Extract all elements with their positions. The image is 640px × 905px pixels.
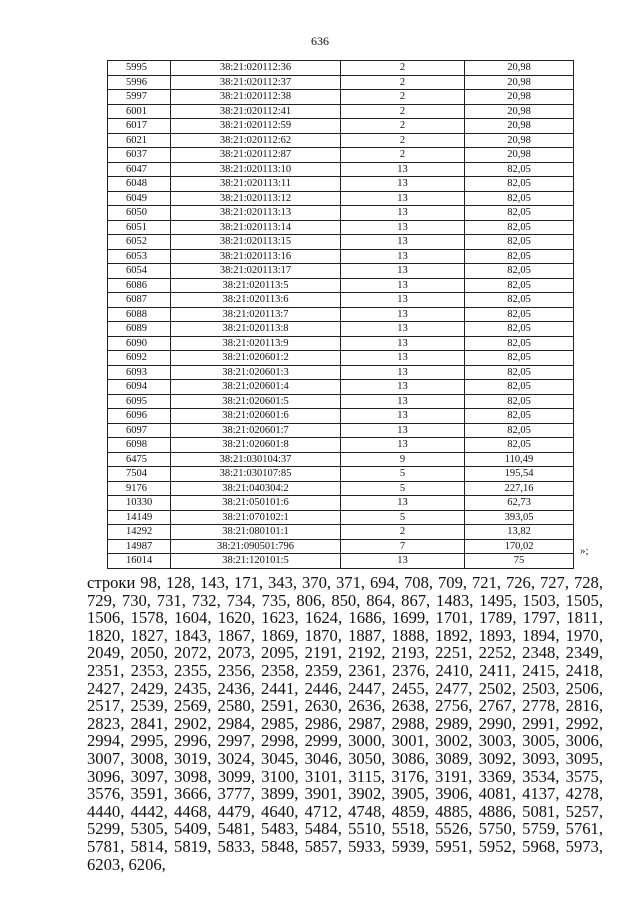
value-cell: 82,05 — [465, 423, 574, 438]
value-cell: 13,82 — [465, 525, 574, 540]
table-row — [108, 119, 574, 134]
value-cell: 82,05 — [465, 438, 574, 453]
value-cell: 62,73 — [465, 496, 574, 511]
row-number-cell: 6090 — [108, 336, 171, 351]
cadastral-number-cell: 38:21:050101:6 — [171, 496, 341, 511]
cadastral-number-cell: 38:21:020112:38 — [171, 90, 341, 105]
row-number-cell: 14149 — [108, 510, 171, 525]
table-row — [108, 90, 574, 105]
count-cell: 2 — [341, 148, 465, 163]
row-number-cell: 14987 — [108, 539, 171, 554]
value-cell: 82,05 — [465, 278, 574, 293]
value-cell: 82,05 — [465, 264, 574, 279]
count-cell: 5 — [341, 467, 465, 482]
row-number-cell: 5996 — [108, 75, 171, 90]
cadastral-number-cell: 38:21:020113:11 — [171, 177, 341, 192]
table-row — [108, 423, 574, 438]
cadastral-number-cell: 38:21:020601:6 — [171, 409, 341, 424]
table-row — [108, 191, 574, 206]
count-cell: 13 — [341, 191, 465, 206]
value-cell: 20,98 — [465, 75, 574, 90]
count-cell: 13 — [341, 496, 465, 511]
cadastral-number-cell: 38:21:020112:87 — [171, 148, 341, 163]
count-cell: 13 — [341, 365, 465, 380]
row-number-cell: 6097 — [108, 423, 171, 438]
rows-list-paragraph: строки 98, 128, 143, 171, 343, 370, 371, 694, 708, 709, 721, 726, 727, 728, 729, 730, 731, 732, 734, 735, 806, 850, 864, 867, 1483, 1495, 1503, 1505, 1506, 1578, 1604, 1620, 1623, 1624, 1686, 1699, 1701, 1789, 1797, 1811, 1820, 1827, 1843, 1867, 1869, 1870, 1887, 1888, 1892, 1893, 1894, 1970, 2049, 2050, 2072, 2073, 2095, 2191, 2192, 2193, 2251, 2252, 2348, 2349, 2351, 2353, 2355, 2356, 2358, 2359, 2361, 2376, 2410, 2411, 2415, 2418, 2427, 2429, 2435, 2436, 2441, 2446, 2447, 2455, 2477, 2502, 2503, 2506, 2517, 2539, 2569, 2580, 2591, 2630, 2636, 2638, 2756, 2767, 2778, 2816, 2823, 2841, 2902, 2984, 2985, 2986, 2987, 2988, 2989, 2990, 2991, 2992, 2994, 2995, 2996, 2997, 2998, 2999, 3000, 3001, 3002, 3003, 3005, 3006, 3007, 3008, 3019, 3024, 3045, 3046, 3050, 3086, 3089, 3092, 3093, 3095, 3096, 3097, 3098, 3099, 3100, 3101, 3115, 3176, 3191, 3369, 3534, 3575, 3576, 3591, 3666, 3777, 3899, 3901, 3902, 3905, 3906, 4081, 4137, 4278, 4440, 4442, 4468, 4479, 4640, 4712, 4748, 4859, 4885, 4886, 5081, 5257, 5299, 5305, 5409, 5481, 5483, 5484, 5510, 5518, 5526, 5750, 5759, 5761, 5781, 5814, 5819, 5833, 5848, 5857, 5933, 5939, 5951, 5952, 5968, 5973, 6203, 6206, — [87, 573, 603, 874]
count-cell: 2 — [341, 90, 465, 105]
count-cell: 13 — [341, 307, 465, 322]
row-number-cell: 6048 — [108, 177, 171, 192]
count-cell: 13 — [341, 162, 465, 177]
data-table — [107, 60, 574, 569]
cadastral-number-cell: 38:21:020113:13 — [171, 206, 341, 221]
table-row — [108, 380, 574, 395]
data-table-container — [107, 60, 574, 569]
row-number-cell: 6088 — [108, 307, 171, 322]
row-number-cell: 6054 — [108, 264, 171, 279]
value-cell: 110,49 — [465, 452, 574, 467]
value-cell: 82,05 — [465, 336, 574, 351]
cadastral-number-cell: 38:21:020601:8 — [171, 438, 341, 453]
count-cell: 2 — [341, 133, 465, 148]
table-row — [108, 307, 574, 322]
count-cell: 2 — [341, 525, 465, 540]
cadastral-number-cell: 38:21:090501:796 — [171, 539, 341, 554]
count-cell: 5 — [341, 481, 465, 496]
count-cell: 13 — [341, 235, 465, 250]
row-number-cell: 6086 — [108, 278, 171, 293]
value-cell: 82,05 — [465, 191, 574, 206]
cadastral-number-cell: 38:21:020112:37 — [171, 75, 341, 90]
cadastral-number-cell: 38:21:030104:37 — [171, 452, 341, 467]
row-number-cell: 6049 — [108, 191, 171, 206]
count-cell: 13 — [341, 351, 465, 366]
cadastral-number-cell: 38:21:020113:7 — [171, 307, 341, 322]
value-cell: 82,05 — [465, 351, 574, 366]
cadastral-number-cell: 38:21:020113:12 — [171, 191, 341, 206]
row-number-cell: 5995 — [108, 61, 171, 76]
row-number-cell: 6093 — [108, 365, 171, 380]
value-cell: 82,05 — [465, 162, 574, 177]
count-cell: 13 — [341, 293, 465, 308]
cadastral-number-cell: 38:21:020112:62 — [171, 133, 341, 148]
table-row — [108, 539, 574, 554]
table-row — [108, 525, 574, 540]
table-body — [108, 61, 574, 569]
value-cell: 82,05 — [465, 365, 574, 380]
value-cell: 82,05 — [465, 235, 574, 250]
count-cell: 2 — [341, 119, 465, 134]
count-cell: 13 — [341, 438, 465, 453]
value-cell: 82,05 — [465, 380, 574, 395]
value-cell: 82,05 — [465, 394, 574, 409]
cadastral-number-cell: 38:21:020601:7 — [171, 423, 341, 438]
cadastral-number-cell: 38:21:070102:1 — [171, 510, 341, 525]
row-number-cell: 9176 — [108, 481, 171, 496]
cadastral-number-cell: 38:21:020601:3 — [171, 365, 341, 380]
table-row — [108, 438, 574, 453]
table-row — [108, 148, 574, 163]
row-number-cell: 5997 — [108, 90, 171, 105]
table-row — [108, 75, 574, 90]
table-row — [108, 496, 574, 511]
cadastral-number-cell: 38:21:020113:8 — [171, 322, 341, 337]
row-number-cell: 10330 — [108, 496, 171, 511]
table-row — [108, 278, 574, 293]
page-number: 636 — [311, 34, 329, 48]
row-number-cell: 6092 — [108, 351, 171, 366]
value-cell: 82,05 — [465, 206, 574, 221]
count-cell: 13 — [341, 423, 465, 438]
count-cell: 2 — [341, 61, 465, 76]
value-cell: 195,54 — [465, 467, 574, 482]
table-row — [108, 554, 574, 569]
value-cell: 227,16 — [465, 481, 574, 496]
value-cell: 82,05 — [465, 249, 574, 264]
table-row — [108, 104, 574, 119]
value-cell: 20,98 — [465, 133, 574, 148]
row-number-cell: 7504 — [108, 467, 171, 482]
row-number-cell: 14292 — [108, 525, 171, 540]
table-row — [108, 336, 574, 351]
cadastral-number-cell: 38:21:020601:2 — [171, 351, 341, 366]
value-cell: 170,02 — [465, 539, 574, 554]
table-row — [108, 249, 574, 264]
row-number-cell: 6047 — [108, 162, 171, 177]
table-row — [108, 394, 574, 409]
value-cell: 75 — [465, 554, 574, 569]
table-row — [108, 481, 574, 496]
table-row — [108, 510, 574, 525]
value-cell: 82,05 — [465, 322, 574, 337]
count-cell: 13 — [341, 220, 465, 235]
table-row — [108, 206, 574, 221]
count-cell: 13 — [341, 394, 465, 409]
table-row — [108, 351, 574, 366]
count-cell: 9 — [341, 452, 465, 467]
count-cell: 13 — [341, 206, 465, 221]
table-row — [108, 177, 574, 192]
row-number-cell: 6051 — [108, 220, 171, 235]
row-number-cell: 6017 — [108, 119, 171, 134]
row-number-cell: 6052 — [108, 235, 171, 250]
table-row — [108, 452, 574, 467]
table-end-mark: »; — [580, 545, 589, 557]
count-cell: 13 — [341, 322, 465, 337]
cadastral-number-cell: 38:21:020112:36 — [171, 61, 341, 76]
row-number-cell: 6095 — [108, 394, 171, 409]
value-cell: 82,05 — [465, 177, 574, 192]
table-row — [108, 264, 574, 279]
table-row — [108, 162, 574, 177]
value-cell: 20,98 — [465, 90, 574, 105]
row-number-cell: 6475 — [108, 452, 171, 467]
count-cell: 2 — [341, 104, 465, 119]
count-cell: 13 — [341, 380, 465, 395]
cadastral-number-cell: 38:21:020601:5 — [171, 394, 341, 409]
cadastral-number-cell: 38:21:020112:59 — [171, 119, 341, 134]
table-row — [108, 61, 574, 76]
table-row — [108, 133, 574, 148]
row-number-cell: 6094 — [108, 380, 171, 395]
count-cell: 5 — [341, 510, 465, 525]
count-cell: 2 — [341, 75, 465, 90]
table-row — [108, 322, 574, 337]
value-cell: 82,05 — [465, 220, 574, 235]
row-number-cell: 6053 — [108, 249, 171, 264]
value-cell: 20,98 — [465, 61, 574, 76]
count-cell: 13 — [341, 278, 465, 293]
count-cell: 7 — [341, 539, 465, 554]
row-number-cell: 6050 — [108, 206, 171, 221]
cadastral-number-cell: 38:21:080101:1 — [171, 525, 341, 540]
value-cell: 393,05 — [465, 510, 574, 525]
count-cell: 13 — [341, 336, 465, 351]
count-cell: 13 — [341, 177, 465, 192]
cadastral-number-cell: 38:21:020113:16 — [171, 249, 341, 264]
table-row — [108, 293, 574, 308]
value-cell: 20,98 — [465, 119, 574, 134]
row-number-cell: 6037 — [108, 148, 171, 163]
value-cell: 82,05 — [465, 293, 574, 308]
cadastral-number-cell: 38:21:020113:5 — [171, 278, 341, 293]
cadastral-number-cell: 38:21:020113:15 — [171, 235, 341, 250]
count-cell: 13 — [341, 249, 465, 264]
cadastral-number-cell: 38:21:020113:6 — [171, 293, 341, 308]
table-row — [108, 365, 574, 380]
value-cell: 20,98 — [465, 104, 574, 119]
row-number-cell: 16014 — [108, 554, 171, 569]
table-row — [108, 235, 574, 250]
value-cell: 82,05 — [465, 409, 574, 424]
row-number-cell: 6021 — [108, 133, 171, 148]
cadastral-number-cell: 38:21:020113:9 — [171, 336, 341, 351]
table-row — [108, 467, 574, 482]
cadastral-number-cell: 38:21:120101:5 — [171, 554, 341, 569]
count-cell: 13 — [341, 554, 465, 569]
value-cell: 82,05 — [465, 307, 574, 322]
row-number-cell: 6096 — [108, 409, 171, 424]
row-number-cell: 6087 — [108, 293, 171, 308]
row-number-cell: 6089 — [108, 322, 171, 337]
table-row — [108, 220, 574, 235]
row-number-cell: 6001 — [108, 104, 171, 119]
value-cell: 20,98 — [465, 148, 574, 163]
count-cell: 13 — [341, 409, 465, 424]
cadastral-number-cell: 38:21:020113:17 — [171, 264, 341, 279]
cadastral-number-cell: 38:21:030107:85 — [171, 467, 341, 482]
cadastral-number-cell: 38:21:020112:41 — [171, 104, 341, 119]
table-row — [108, 409, 574, 424]
count-cell: 13 — [341, 264, 465, 279]
cadastral-number-cell: 38:21:020113:14 — [171, 220, 341, 235]
cadastral-number-cell: 38:21:020601:4 — [171, 380, 341, 395]
cadastral-number-cell: 38:21:020113:10 — [171, 162, 341, 177]
row-number-cell: 6098 — [108, 438, 171, 453]
cadastral-number-cell: 38:21:040304:2 — [171, 481, 341, 496]
